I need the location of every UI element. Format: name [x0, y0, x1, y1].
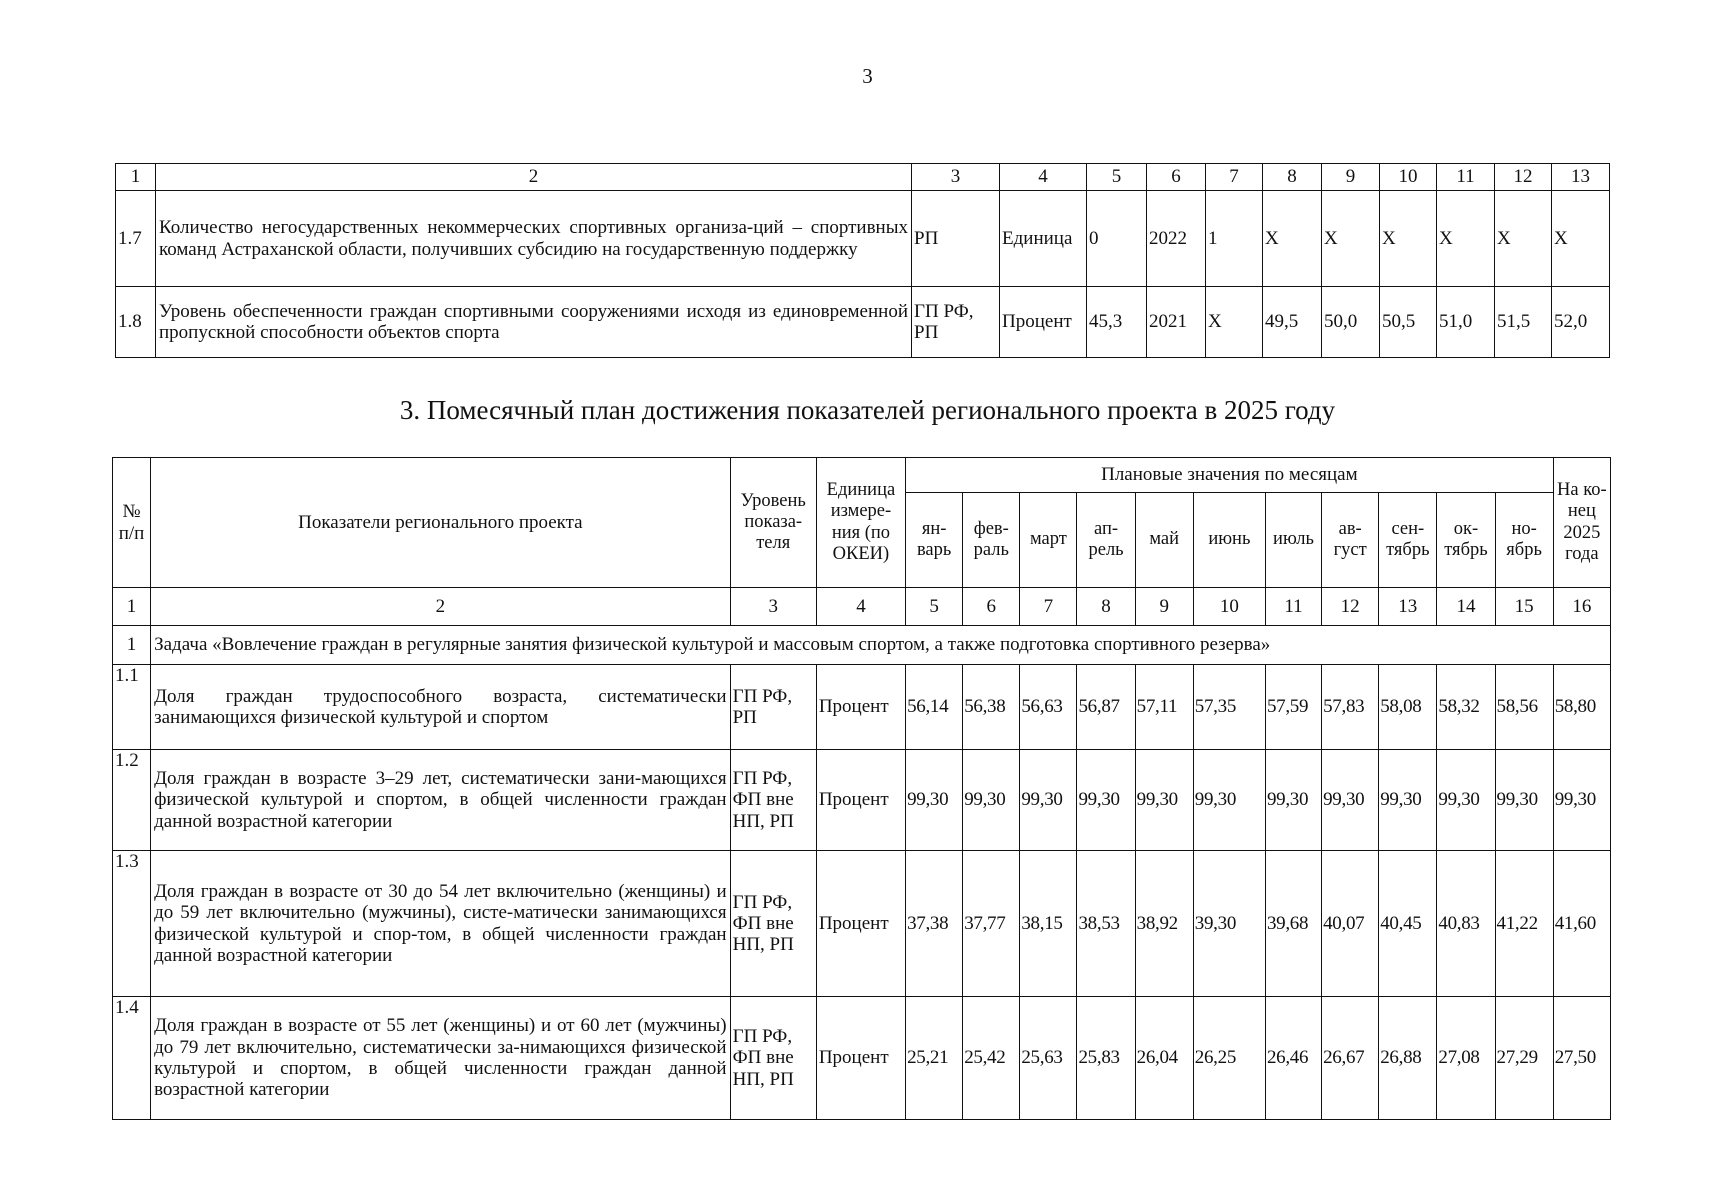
value-cell: Х — [1206, 287, 1263, 358]
value-cell: 99,30 — [1077, 750, 1135, 851]
value-cell: 51,5 — [1495, 287, 1552, 358]
value-cell: 58,08 — [1379, 665, 1437, 750]
month-header: фев-раль — [963, 493, 1020, 588]
value-cell: 38,92 — [1135, 851, 1193, 997]
value-cell: 38,53 — [1077, 851, 1135, 997]
value-cell: 26,04 — [1135, 997, 1193, 1120]
month-header: сен-тябрь — [1379, 493, 1437, 588]
column-number: 13 — [1552, 164, 1610, 191]
value-cell: 41,22 — [1495, 851, 1553, 997]
indicator-name: Уровень обеспеченности граждан спортивными сооружениями исходя из единовременной пропускной способности объектов спорта — [156, 287, 912, 358]
header-end-of-year: На ко-нец 2025 года — [1553, 458, 1610, 588]
month-header: июнь — [1193, 493, 1265, 588]
row-number: 1.1 — [113, 665, 151, 750]
header-row — [113, 458, 1611, 493]
header-planned-values: Плановые значения по месяцам — [906, 458, 1554, 493]
value-cell: 1 — [1206, 191, 1263, 287]
level-line: НП, РП — [732, 1068, 794, 1090]
row-number: 1.7 — [116, 191, 156, 287]
month-header: май — [1135, 493, 1193, 588]
value-cell: Х — [1437, 191, 1495, 287]
unit: Процент — [1000, 287, 1087, 358]
value-cell: 26,25 — [1193, 997, 1265, 1120]
base-value: 0 — [1087, 191, 1147, 287]
level-line: РП — [914, 322, 939, 343]
value-cell: 39,68 — [1265, 851, 1321, 997]
value-cell: 41,60 — [1553, 851, 1610, 997]
column-number: 14 — [1437, 588, 1495, 626]
column-number: 9 — [1322, 164, 1380, 191]
value-cell: 39,30 — [1193, 851, 1265, 997]
level-line: ФП вне — [732, 789, 794, 811]
value-cell: 27,08 — [1437, 997, 1495, 1120]
indicator-level — [730, 665, 816, 750]
column-number: 15 — [1495, 588, 1553, 626]
section-title: 3. Помесячный план достижения показателей регионального проекта в 2025 году — [399, 395, 1336, 425]
column-numbers-row — [113, 588, 1611, 626]
page-number: 3 — [862, 64, 873, 88]
value-cell: Х — [1495, 191, 1552, 287]
column-number: 2 — [151, 588, 731, 626]
indicator-name: Доля граждан в возрасте от 55 лет (женщины) и от 60 лет (мужчины) до 79 лет включительно, систематически за-нимающихся физической культурой и спортом, в общей численности граждан данной возрастной категории — [151, 997, 731, 1120]
level-line: ГП РФ, — [732, 685, 793, 707]
column-number: 16 — [1553, 588, 1610, 626]
value-cell: 26,67 — [1322, 997, 1379, 1120]
value-cell: 99,30 — [1135, 750, 1193, 851]
value-cell: 99,30 — [1020, 750, 1077, 851]
indicator-name: Количество негосударственных некоммерческих спортивных организа-ций – спортивных команд Астраханской области, получивших субсидию на государственную поддержку — [156, 191, 912, 287]
unit: Единица — [1000, 191, 1087, 287]
month-header: но-ябрь — [1495, 493, 1553, 588]
column-number: 6 — [963, 588, 1020, 626]
value-cell: 37,38 — [906, 851, 963, 997]
value-cell: 25,21 — [906, 997, 963, 1120]
value-cell: Х — [1322, 191, 1380, 287]
value-cell: 99,30 — [1193, 750, 1265, 851]
value-cell: 58,80 — [1553, 665, 1610, 750]
value-cell: 56,38 — [963, 665, 1020, 750]
value-cell: 99,30 — [906, 750, 963, 851]
value-cell: 51,0 — [1437, 287, 1495, 358]
value-cell: 58,56 — [1495, 665, 1553, 750]
level-line: ФП вне — [732, 1047, 794, 1069]
table-row — [116, 191, 1610, 287]
column-number: 4 — [1000, 164, 1087, 191]
indicator-level — [730, 750, 816, 851]
table-row — [113, 851, 1611, 997]
value-cell: Х — [1380, 191, 1437, 287]
level-line: НП, РП — [732, 810, 794, 832]
header-unit: Единица измере-ния (по ОКЕИ) — [816, 458, 905, 588]
value-cell: 99,30 — [963, 750, 1020, 851]
value-cell: 50,0 — [1322, 287, 1380, 358]
month-header: ап-рель — [1077, 493, 1135, 588]
value-cell: 27,50 — [1553, 997, 1610, 1120]
level-line: РП — [732, 707, 757, 728]
column-number: 10 — [1380, 164, 1437, 191]
value-cell: Х — [1552, 191, 1610, 287]
column-number: 5 — [1087, 164, 1147, 191]
value-cell: 40,83 — [1437, 851, 1495, 997]
value-cell: 50,5 — [1380, 287, 1437, 358]
value-cell: 37,77 — [963, 851, 1020, 997]
value-cell: Х — [1263, 191, 1322, 287]
indicator-name: Доля граждан трудоспособного возраста, систематически занимающихся физической культурой и спортом — [151, 665, 731, 750]
value-cell: 38,15 — [1020, 851, 1077, 997]
value-cell: 25,83 — [1077, 997, 1135, 1120]
indicator-name: Доля граждан в возрасте от 30 до 54 лет включительно (женщины) и до 59 лет включительно (мужчины), систе-матически занимающихся физической культурой и спор-том, в общей численности граждан данной возрастной категории — [151, 851, 731, 997]
column-number: 11 — [1437, 164, 1495, 191]
indicator-name: Доля граждан в возрасте 3–29 лет, систематически зани-мающихся физической культурой и спортом, в общей численности граждан данной возрастной категории — [151, 750, 731, 851]
value-cell: 57,35 — [1193, 665, 1265, 750]
value-cell: 56,63 — [1020, 665, 1077, 750]
column-number: 1 — [116, 164, 156, 191]
row-number: 1.3 — [113, 851, 151, 997]
value-cell: 99,30 — [1553, 750, 1610, 851]
value-cell: 25,42 — [963, 997, 1020, 1120]
unit: Процент — [816, 750, 905, 851]
monthly-plan-table — [112, 457, 1611, 1120]
indicator-level — [730, 851, 816, 997]
task-row — [113, 626, 1611, 665]
header-indicator: Показатели регионального проекта — [151, 458, 731, 588]
column-number: 4 — [816, 588, 905, 626]
month-header: ок-тябрь — [1437, 493, 1495, 588]
level-line: ФП вне — [732, 912, 794, 934]
column-number: 5 — [906, 588, 963, 626]
level-line: ГП РФ, — [914, 300, 974, 322]
month-header: июль — [1265, 493, 1321, 588]
level-line: НП, РП — [732, 934, 794, 956]
column-number: 7 — [1020, 588, 1077, 626]
level-line: ГП РФ, — [732, 768, 793, 790]
value-cell: 40,45 — [1379, 851, 1437, 997]
value-cell: 26,88 — [1379, 997, 1437, 1120]
value-cell: 40,07 — [1322, 851, 1379, 997]
value-cell: 52,0 — [1552, 287, 1610, 358]
month-header: ян-варь — [906, 493, 963, 588]
table-row — [113, 997, 1611, 1120]
column-number: 8 — [1077, 588, 1135, 626]
column-number: 8 — [1263, 164, 1322, 191]
column-number: 3 — [912, 164, 1000, 191]
column-number: 12 — [1322, 588, 1379, 626]
column-number: 9 — [1135, 588, 1193, 626]
column-numbers-row — [116, 164, 1610, 191]
table-row — [113, 665, 1611, 750]
column-number: 2 — [156, 164, 912, 191]
base-year: 2021 — [1147, 287, 1206, 358]
row-number: 1.8 — [116, 287, 156, 358]
header-num: № п/п — [113, 458, 151, 588]
month-header: ав-густ — [1322, 493, 1379, 588]
value-cell: 57,83 — [1322, 665, 1379, 750]
unit: Процент — [816, 665, 905, 750]
base-value: 45,3 — [1087, 287, 1147, 358]
task-number: 1 — [113, 626, 151, 665]
base-year: 2022 — [1147, 191, 1206, 287]
column-number: 10 — [1193, 588, 1265, 626]
value-cell: 99,30 — [1322, 750, 1379, 851]
unit: Процент — [816, 851, 905, 997]
value-cell: 99,30 — [1379, 750, 1437, 851]
value-cell: 58,32 — [1437, 665, 1495, 750]
column-number: 6 — [1147, 164, 1206, 191]
column-number: 12 — [1495, 164, 1552, 191]
value-cell: 49,5 — [1263, 287, 1322, 358]
value-cell: 57,59 — [1265, 665, 1321, 750]
table-row — [116, 287, 1610, 358]
column-number: 7 — [1206, 164, 1263, 191]
header-level: Уровень показа-теля — [730, 458, 816, 588]
value-cell: 26,46 — [1265, 997, 1321, 1120]
value-cell: 99,30 — [1495, 750, 1553, 851]
indicators-table-continued — [115, 163, 1610, 358]
value-cell: 56,14 — [906, 665, 963, 750]
unit: Процент — [816, 997, 905, 1120]
value-cell: 56,87 — [1077, 665, 1135, 750]
month-header: март — [1020, 493, 1077, 588]
table-row — [113, 750, 1611, 851]
value-cell: 99,30 — [1265, 750, 1321, 851]
row-number: 1.4 — [113, 997, 151, 1120]
value-cell: 57,11 — [1135, 665, 1193, 750]
column-number: 11 — [1265, 588, 1321, 626]
level-line: ГП РФ, — [732, 891, 793, 913]
row-number: 1.2 — [113, 750, 151, 851]
column-number: 1 — [113, 588, 151, 626]
value-cell: 25,63 — [1020, 997, 1077, 1120]
value-cell: 27,29 — [1495, 997, 1553, 1120]
task-title: Задача «Вовлечение граждан в регулярные занятия физической культурой и массовым спортом, а также подготовка спортивного резерва» — [151, 626, 1611, 665]
indicator-level — [912, 287, 1000, 358]
level-line: ГП РФ, — [732, 1026, 793, 1048]
column-number: 3 — [730, 588, 816, 626]
column-number: 13 — [1379, 588, 1437, 626]
value-cell: 99,30 — [1437, 750, 1495, 851]
indicator-level: РП — [912, 191, 1000, 287]
indicator-level — [730, 997, 816, 1120]
